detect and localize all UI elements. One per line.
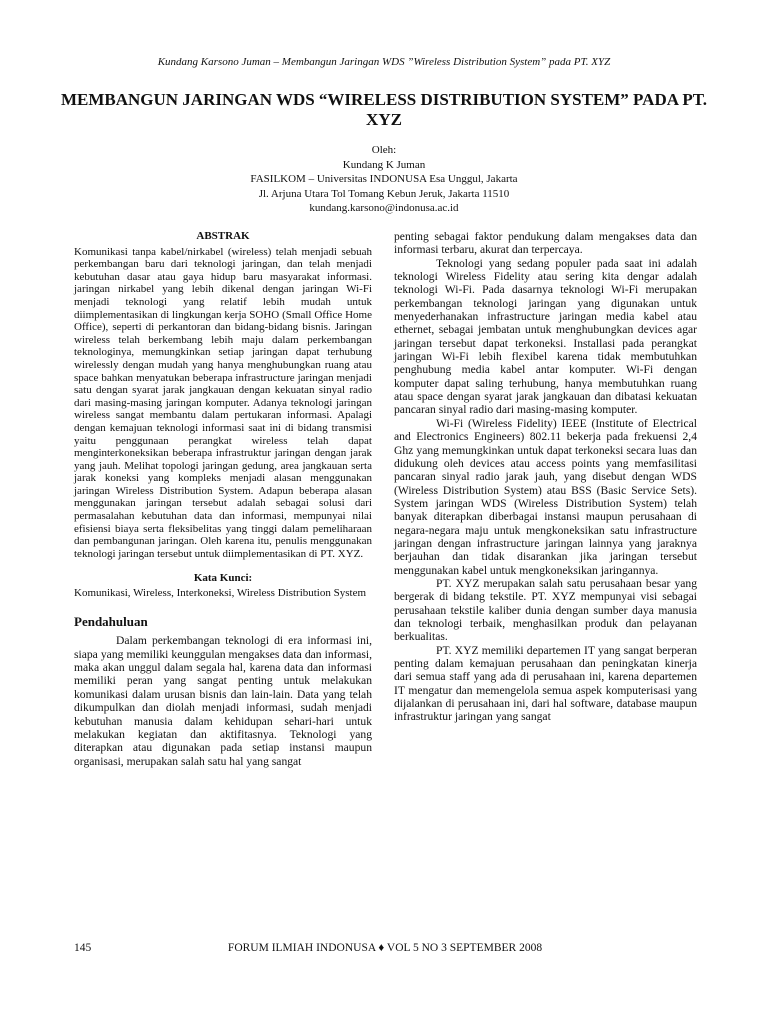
keywords-heading: Kata Kunci: [193, 572, 253, 585]
byline-oleh: Oleh: [371, 144, 397, 156]
intro-heading: Pendahuluan [74, 613, 148, 629]
paper-title: MEMBANGUN JARINGAN WDS “WIRELESS DISTRIBUTION SYSTEM” PADA PT. XYZ [60, 90, 708, 129]
abstract-heading: ABSTRAK [196, 230, 250, 242]
body-paragraph-1: penting sebagai faktor pendukung dalam mengakses data dan informasi terbaru, akurat dan terpercaya. [394, 230, 697, 257]
body-paragraph-4: PT. XYZ merupakan salah satu perusahaan besar yang bergerak di bidang tekstile. PT. XYZ mempunyai visi sebagai perusahaan tekstile kaliber dunia dengan sumber daya manusia dan teknologi terbaik, menghasilkan produk dan pelayanan berkualitas. [394, 576, 697, 644]
abstract-section [74, 230, 372, 560]
author-address: Jl. Arjuna Utara Tol Tomang Kebun Jeruk, Jakarta 11510 [258, 187, 510, 200]
author-name: Kundang K Juman [342, 158, 426, 171]
running-header: Kundang Karsono Juman – Membangun Jaringan WDS ”Wireless Distribution System” pada PT. XYZ [157, 56, 611, 68]
page-number: 145 [74, 942, 92, 954]
left-column [74, 230, 372, 768]
body-paragraph-2: Teknologi yang sedang populer pada saat ini adalah teknologi Wireless Fidelity atau sering kita dengar adalah teknologi Wi-Fi. Pada dasarnya teknologi Wi-Fi merupakan perkembangan teknologi jaringan yang digunakan untuk menyederhanakan infrastructure jaringan media kabel atau ethernet, sebagai jembatan untuk menghubungkan devices agar jaringan tersebut dapat terkoneksi. Installasi pada perangkat jaringan Wi-Fi lebih flexibel karena tidak membutuhkan penghubung media kabel antar komputer. Wi-Fi dengan komputer dapat saling terhubung, hanya membutuhkan ruang atau space dengan syarat jarak jangkauan dan dibatasi kekuatan pancaran sinyal radio dari masing-masing komputer. [394, 256, 697, 417]
intro-section [74, 613, 372, 769]
author-email: kundang.karsono@indonusa.ac.id [309, 202, 459, 215]
abstract-text: Komunikasi tanpa kabel/nirkabel (wireless) telah menjadi sebuah perkembangan baru dari teknologi jaringan, dan telah menjadi kebutuhan dasar atau gaya hidup baru masyarakat informasi. jaringan nirkabel yang lebih dikenal dengan jaringan Wi-Fi menjadi teknologi yang relatif lebih mudah untuk diimplementasikan di lingkungan kerja SOHO (Small Office Home Office), seperti di perkantoran dan bidang-bidang bisnis. Jaringan wireless telah berkembang lebih maju dalam perkembangan teknologinya, memungkinkan setiap jaringan dapat terhubung wirelessly dengan mudah yang hanya menghubungkan ruang atau space bahkan menyatukan beberapa infrastructure jaringan menjadi satu dengan syarat jarak jangkauan dengan kekuatan sinyal radio dari masing-masing jaringan komputer. Adanya teknologi jaringan wireless sangat membantu dalam pertukaran informasi. Apalagi dengan kemajuan teknologi informasi saat ini di bidang transmisi yaitu penggunaan perangkat wireless telah dapat menginterkoneksikan beberapa infrastruktur jaringan dengan jarak yang jauh. Melihat topologi jaringan gedung, area jangkauan serta jarak koneksi yang kompleks menjadi alasan menggunakan jaringan Wireless Distribution System. Adapun beberapa alasan menggunakan jaringan tersebut adalah sebagai solusi dari permasalahan kebutuhan data dan informasi, mempunyai nilai efisiensi biaya serta fleksibelitas yang tinggi dalam pemeliharaan dan pembangunan jaringan. Oleh karena itu, penulis menggunakan teknologi jaringan tersebut untuk diimplementasikan di PT. XYZ. [74, 245, 372, 560]
byline [0, 143, 768, 216]
keywords-text: Komunikasi, Wireless, Interkoneksi, Wireless Distribution System [74, 587, 367, 600]
intro-text: Dalam perkembangan teknologi di era informasi ini, siapa yang memiliki keunggulan mengakses data dan informasi, maka akan unggul dalam segala hal, karena data dan informasi memiliki peran yang sangat penting untuk melakukan komunikasi dalam urusan bisnis dan lain-lain. Data yang telah dikumpulkan dan diolah menjadi informasi, sudah menjadi kebutuhan manusia dalam kehidupan sehari-hari untuk melakukan kegiatan dan aktifitasnya. Teknologi yang diterapkan atau digunakan pada setiap instansi maupun organisasi, merupakan salah satu hal yang sangat [74, 634, 372, 768]
body-paragraph-5: PT. XYZ memiliki departemen IT yang sangat berperan penting dalam kemajuan perusahaan dan peningkatan kinerja dari semua staff yang ada di perusahaan ini, karena departemen IT mengatur dan memengelola semua aspek komputerisasi yang dijalankan di perusahaan ini, dari hal software, database maupun infrastruktur jaringan yang sangat [394, 643, 697, 724]
author-affiliation: FASILKOM – Universitas INDONUSA Esa Unggul, Jakarta [250, 173, 518, 186]
right-column [394, 230, 697, 724]
body-paragraph-3: Wi-Fi (Wireless Fidelity) IEEE (Institute of Electrical and Electronics Engineers) 802.11 bekerja pada frekuensi 2,4 Ghz yang memungkinkan untuk dapat terkoneksi secara luas dan didukung oleh devices atau access points yang memfasilitasi pancaran sinyal radio jarak jauh, yang disebut dengan WDS (Wireless Distribution System) atau BSS (Basic Service Sets). System jaringan WDS (Wireless Distribution System) telah banyak diterapkan diberbagai instansi maupun perusahaan di negara-negara maju untuk mengkoneksikan satu infrastructure jaringan dengan infrastructure jaringan lainnya yang jaraknya berjauhan dan tidak disarankan jika jaringan tersebut menggunakan kabel untuk mengkoneksikan jaringannya. [394, 416, 697, 577]
journal-info: FORUM ILMIAH INDONUSA ♦ VOL 5 NO 3 SEPTEMBER 2008 [227, 942, 543, 954]
